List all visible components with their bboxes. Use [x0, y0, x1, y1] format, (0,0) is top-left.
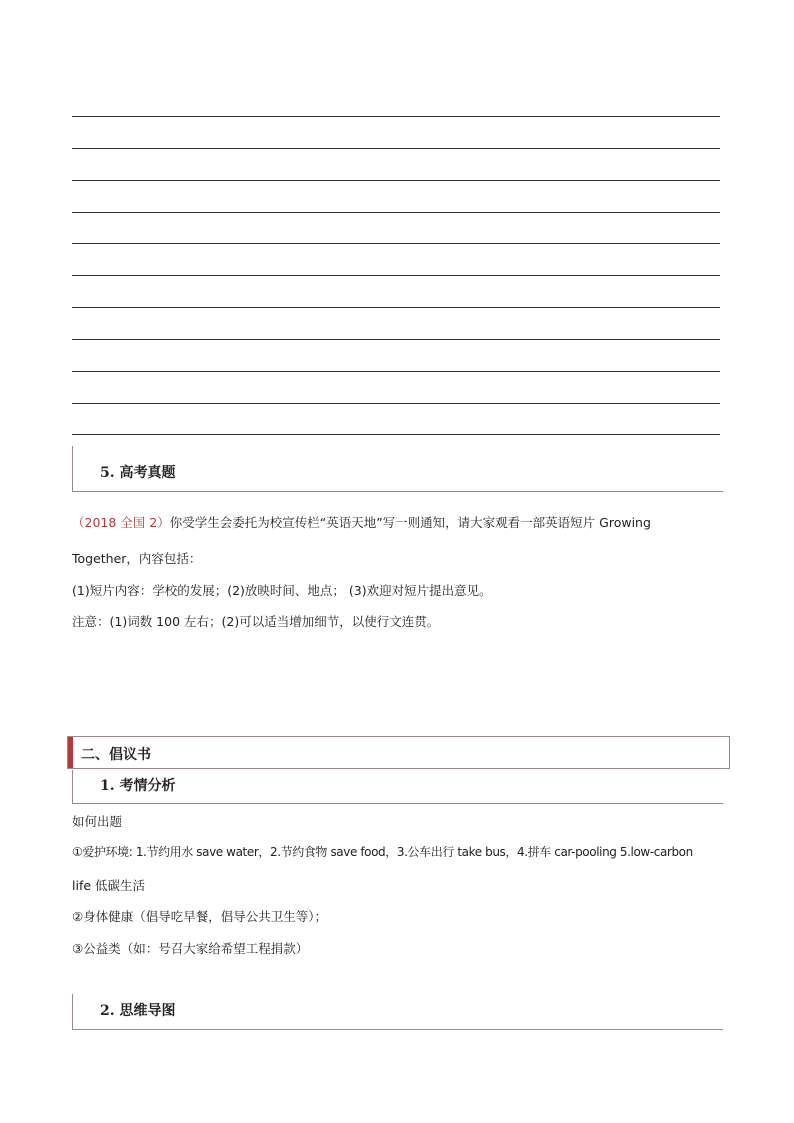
sub-heading-analysis	[72, 770, 723, 804]
item-1-line-1: ①爱护环境: 1.节约用水 save water，2.节约食物 save food，3.公车出行 take bus，4.拼车 car-pooling 5.low-carbon	[72, 845, 693, 859]
item-3: ③公益类（如：号召大家给希望工程捐款）	[72, 941, 309, 956]
answer-line	[72, 180, 720, 181]
answer-line	[72, 212, 720, 213]
section-5-heading	[72, 446, 723, 492]
answer-line	[72, 434, 720, 435]
task-line-3: (1)短片内容：学校的发展；(2)放映时间、地点； (3)欢迎对短片提出意见。	[72, 583, 492, 598]
answer-line	[72, 371, 720, 372]
answer-line	[72, 403, 720, 404]
task-line-1	[72, 513, 651, 531]
task-line-2: Together，内容包括：	[72, 551, 202, 566]
answer-line	[72, 148, 720, 149]
answer-line	[72, 339, 720, 340]
exam-source: （2018 全国 2）	[72, 515, 170, 530]
answer-line	[72, 243, 720, 244]
item-1-line-2: life 低碳生活	[72, 878, 146, 893]
sub-heading-analysis-label: 1. 考情分析	[100, 778, 176, 794]
answer-line	[72, 275, 720, 276]
section-two-heading-label: 二、倡议书	[81, 747, 151, 763]
answer-line	[72, 116, 720, 117]
task-text-1: 你受学生会委托为校宣传栏“英语天地”写一则通知，请大家观看一部英语短片 Growing	[169, 515, 651, 530]
how-title: 如何出题	[72, 814, 123, 829]
answer-line	[72, 307, 720, 308]
section-5-heading-label: 5. 高考真题	[100, 465, 176, 481]
heading-accent-bar	[68, 737, 73, 768]
task-line-4: 注意：(1)词数 100 左右；(2)可以适当增加细节，以使行文连贯。	[72, 614, 440, 629]
sub-heading-mindmap-label: 2. 思维导图	[100, 1003, 176, 1019]
sub-heading-mindmap	[72, 994, 723, 1030]
item-2: ②身体健康（倡导吃早餐，倡导公共卫生等）；	[72, 909, 327, 924]
section-two-heading	[67, 736, 730, 769]
